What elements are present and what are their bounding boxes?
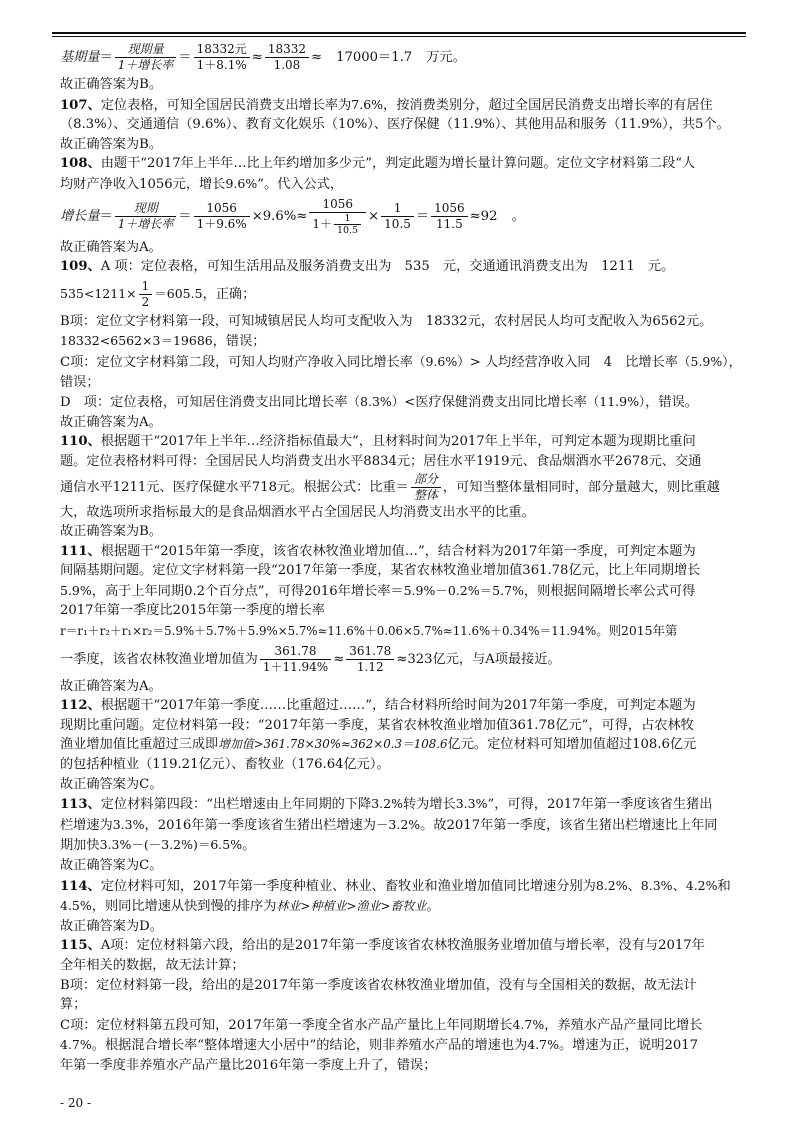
q111-equation: r＝r₁＋r₂＋r₁×r₂＝5.9%＋5.7%＋5.9%×5.7%≈11.6%＋0.06×5.7%≈11.6%＋0.34%＝11.94%。则2015年第 [60, 623, 678, 639]
q109-b-line: B项：定位文字材料第一段，可知城镇居民人均可支配收入为 18332元，农村居民人均可支配收入为6562元。 [60, 313, 713, 329]
q115-b-line2: 算； [60, 997, 87, 1013]
q111-line2: 间隔基期问题。定位文字材料第一段“2017年第一季度，某省农林牧渔业增加值361.78亿元，比上年同期增长 [60, 563, 701, 579]
q109-a-line: 109、A 项：定位表格，可知生活用品及服务消费支出为 535 元，交通通讯消费支出为 1211 元。 [60, 259, 675, 275]
q109-answer: 故正确答案为A。 [60, 414, 162, 430]
q110-line4: 大，故选项所求指标最大的是食品烟酒水平占全国居民人均消费支出水平的比重。 [60, 504, 535, 520]
q107-number: 107、 [60, 97, 101, 113]
top-equation: 基期量＝ $\frac{\text{现期量}}{\text{1＋增长率}}$ ＝ $\frac{\text{18332元}}{1+8.1\%}$ ≈ $\frac{18332}{1.08}$ ≈ 17000＝1.7 万元。 [60, 42, 466, 72]
q111-line5: 一季度，该省农林牧渔业增加值为 $\frac{361.78}{1+11.94\%}$ ≈ $\frac{361.78}{1.12}$ ≈323亿元，与A项最接近。 [60, 643, 561, 674]
q110-line1: 110、根据题干“2017年上半年…经济指标值最大”，且材料时间为2017年上半年，可判定本题为现期比重问 [60, 434, 696, 450]
q110-answer: 故正确答案为B。 [60, 524, 163, 540]
q112-line2: 现期比重问题。定位材料第一段：“2017年第一季度，某省农林牧渔业增加值361.78亿元”，可得，占农林牧 [60, 717, 694, 733]
q115-c-line3: 年第一季度非养殖水产品产量比2016年第一季度上升了，错误； [60, 1057, 437, 1073]
q115-number: 115、 [60, 938, 101, 954]
top-frac3: $\frac{18332}{1.08}$ [265, 42, 309, 73]
q109-c-line: C项：定位文字材料第二段，可知人均财产净收入同比增长率（9.6%）> 人均经营净收入同 4 比增长率（5.9%）， [60, 353, 742, 370]
q115-b-line1: B项：定位材料第一段，给出的是2017年第一季度该省农林牧渔业增加值，没有与全国相关的数据，故无法计 [60, 977, 697, 993]
q112-line4: 的包括种植业（119.21亿元）、畜牧业（176.64亿元）。 [60, 757, 390, 773]
q107-line2: （8.3%）、交通通信（9.6%）、教育文化娱乐（10%）、医疗保健（11.9%）、其他用品和服务（11.9%），共5个。 [60, 117, 730, 133]
q107-line1: 107、定位表格，可知全国居民消费支出增长率为7.6%，按消费类别分，超过全国居民消费支出增长率的有居住 [60, 96, 713, 113]
q113-answer: 故正确答案为C。 [60, 858, 163, 873]
q112-answer: 故正确答案为C。 [60, 776, 163, 792]
q111-line1: 111、根据题干“2015年第一季度，该省农林牧渔业增加值…”，结合材料为2017年第一季度，可判定本题为 [60, 543, 696, 559]
q115-a-line1: 115、A项：定位材料第六段，给出的是2017年第一季度该省农林牧渔服务业增加值与增长率，没有与2017年 [60, 938, 705, 954]
q109-number: 109、 [60, 259, 101, 275]
q112-line3: 渔业增加值比重超过三成即增加值>361.78×30%≈362×0.3＝108.6亿元。定位材料可知增加值超过108.6亿元 [60, 737, 697, 753]
q114-line2: 4.5%，则同比增速从快到慢的排序为林业>种植业>渔业>畜牧业。 [60, 898, 440, 915]
q112-line1: 112、根据题干“2017年第一季度……比重超过……”，结合材料所给时间为2017年第一季度，可判定本题为 [60, 698, 696, 714]
top-result: 17000＝1.7 [336, 50, 413, 65]
header-rule-thin [52, 36, 746, 37]
q112-number: 112、 [60, 698, 101, 714]
q109-a-equation: 535<1211× $\frac{1}{2}$ ＝605.5，正确； [60, 278, 256, 309]
q109-b-equation: 18332<6562×3＝19686，错误； [60, 333, 266, 350]
q113-line1: 113、定位材料第四段：“出栏增速由上年同期的下降3.2%转为增长3.3%”，可得，2017年第一季度该省生猪出 [60, 796, 713, 813]
page-number: - 20 - [60, 1096, 92, 1110]
q114-number: 114、 [60, 878, 101, 894]
q111-line4: 2017年第一季度比2015年第一季度的增长率 [60, 603, 325, 619]
q108-line2: 均财产净收入1056元，增长9.6%”。代入公式， [60, 175, 344, 192]
top-answer: 故正确答案为B。 [60, 77, 163, 92]
q108-number: 108、 [60, 156, 101, 172]
page-content [60, 40, 750, 1076]
top-label: 基期量 [60, 50, 100, 65]
q111-answer: 故正确答案为A。 [60, 678, 162, 694]
top-frac2: $\frac{\text{18332元}}{1+8.1\%}$ [194, 42, 250, 73]
q115-c-line1: C项：定位材料第五段可知，2017年第一季度全省水产品产量比上年同期增长4.7%，养殖水产品产量同比增长 [60, 1016, 703, 1033]
q110-line2: 题。定位表格材料可得：全国居民人均消费支出水平8834元；居住水平1919元、食品烟酒水平2678元、交通 [60, 453, 702, 469]
q107-answer: 故正确答案为B。 [60, 136, 163, 152]
q108-line1: 108、由题干“2017年上半年…比上年约增加多少元”，判定此题为增长量计算问题。定位文字材料第二段“人 [60, 156, 696, 172]
q113-number: 113、 [60, 797, 101, 813]
q111-number: 111、 [60, 543, 101, 559]
q115-c-line2: 4.7%。根据混合增长率“整体增速大小居中”的结论，则非养殖水产品的增速也为4.7%。增速为正，说明2017 [60, 1037, 699, 1054]
q113-line3: 期加快3.3%－(－3.2%)＝6.5%。 [60, 837, 256, 854]
q109-c-line2: 错误； [60, 374, 100, 390]
q113-line2: 栏增速为3.3%，2016年第一季度该省生猪出栏增速为－3.2%。故2017年第一季度，该省生猪出栏增速比上年同 [60, 816, 718, 833]
q108-equation: 增长量＝ $\frac{\text{现期}}{\text{1＋增长率}}$ ＝ $\frac{1056}{1+9.6\%}$ ×9.6%≈ 1056 1＋ $\frac{1}{10.5}$ × $\frac{1}{10.5}$ ＝ $\frac{1056}{11.5}$ ≈92 。 [60, 196, 525, 236]
header-rule-thick [52, 32, 746, 34]
q114-line1: 114、定位材料可知，2017年第一季度种植业、林业、畜牧业和渔业增加值同比增速分别为8.2%、8.3%、4.2%和 [60, 877, 731, 894]
q109-d-line: D 项：定位表格，可知居住消费支出同比增长率（8.3%）<医疗保健消费支出同比增长率（11.9%），错误。 [60, 394, 698, 411]
q108-answer: 故正确答案为A。 [60, 239, 162, 255]
q114-answer: 故正确答案为D。 [60, 918, 163, 934]
q110-line3: 通信水平1211元、医疗保健水平718元。根据公式：比重＝ $\frac{\text{部分}}{\text{整体}}$ ，可知当整体量相同时，部分量越大，则比重越 [60, 471, 720, 502]
q115-a-line2: 全年相关的数据，故无法计算； [60, 957, 245, 973]
q111-line3: 5.9%，高于上年同期0.2个百分点”，可得2016年增长率＝5.9%－0.2%＝5.7%，则根据间隔增长率公式可得 [60, 582, 696, 599]
top-unit: 万元。 [426, 50, 466, 65]
top-frac1: $\frac{\text{现期量}}{\text{1＋增长率}}$ [115, 42, 177, 73]
q110-number: 110、 [60, 434, 101, 450]
